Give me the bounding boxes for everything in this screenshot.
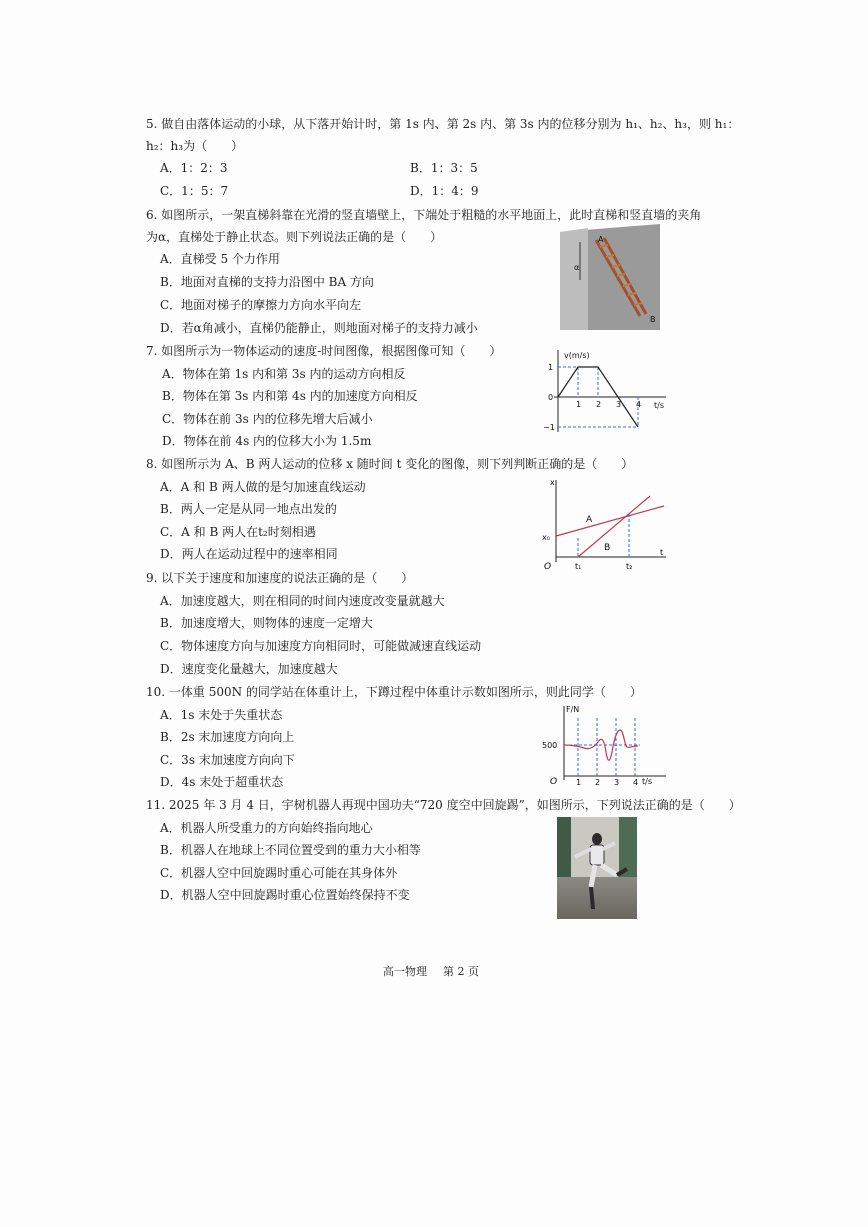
vt-ytick-neg1: −1 [543, 423, 555, 432]
q8-stem: 8. 如图所示为 A、B 两人运动的位移 x 随时间 t 变化的图像，则下列判断正确的是（ ） [146, 457, 634, 471]
q8-option-a: A．A 和 B 两人做的是匀加速直线运动 [160, 480, 366, 494]
xt-graph [540, 476, 670, 574]
q8-option-d: D．两人在运动过程中的速率相同 [160, 547, 338, 561]
q5-stem-line2: h₂：h₃为（ ） [146, 139, 244, 153]
q6-option-a: A．直梯受 5 个力作用 [160, 252, 280, 266]
q6-option-d: D．若α角减小，直梯仍能静止，则地面对梯子的支持力减小 [160, 321, 478, 335]
q7-stem: 7. 如图所示为一物体运动的速度-时间图像，根据图像可知（ ） [146, 344, 502, 358]
wall-surface [560, 228, 588, 330]
q6-option-b: B．地面对直梯的支持力沿图中 BA 方向 [160, 275, 374, 289]
q6-stem-line1: 6. 如图所示，一架直梯斜靠在光滑的竖直墙壁上，下端处于粗糙的水平地面上，此时直梯和竖直墙的夹角 [146, 208, 702, 222]
vt-ylabel: v(m/s) [564, 351, 590, 360]
vt-ytick-0: 0 [548, 393, 554, 402]
photo-floor [557, 877, 637, 919]
q9-option-a: A．加速度越大，则在相同的时间内速度改变量就越大 [160, 594, 445, 608]
vt-xtick-label: 1 [576, 400, 582, 409]
q10-stem: 10. 一体重 500N 的同学站在体重计上，下蹲过程中体重计示数如图所示，则此同学（ ） [146, 685, 642, 699]
q11-stem: 11. 2025 年 3 月 4 日，宇树机器人再现中国功夫“720 度空中回旋踢”，如图所示，下列说法正确的是（ ） [146, 798, 741, 812]
xt-xlabel: t [660, 548, 664, 557]
vt-ytick-1: 1 [548, 363, 554, 372]
ft-xtick-1: 1 [576, 778, 582, 786]
q7-option-b: B．物体在第 3s 内和第 4s 内的加速度方向相反 [162, 389, 418, 403]
q5-option-b: B．1：3：5 [410, 161, 478, 175]
xt-t1-label: t₁ [575, 562, 582, 571]
robot-photo [557, 817, 637, 919]
ft-ytick-500: 500 [542, 741, 558, 750]
point-a-label: A [598, 235, 604, 244]
xt-t2-label: t₂ [626, 562, 633, 571]
q10-option-b: B．2s 末加速度方向向上 [160, 730, 295, 744]
vt-xtick-label: 4 [636, 400, 642, 409]
xt-series-b-label: B [604, 543, 611, 553]
q10-option-a: A．1s 末处于失重状态 [160, 708, 283, 722]
q10-option-c: C．3s 末加速度方向向下 [160, 753, 295, 767]
photo-window-left [557, 817, 571, 877]
q7-option-c: C．物体在前 3s 内的位移先增大后减小 [162, 412, 373, 426]
q9-stem: 9. 以下关于速度和加速度的说法正确的是（ ） [146, 571, 414, 585]
ft-xtick-2: 2 [595, 778, 601, 786]
footer-page-number: 第 2 页 [443, 965, 479, 978]
q9-option-b: B．加速度增大，则物体的速度一定增大 [160, 616, 373, 630]
vt-xtick-label: 3 [616, 400, 622, 409]
q8-option-c: C．A 和 B 两人在t₂时刻相遇 [160, 525, 316, 539]
q11-option-c: C．机器人空中回旋踢时重心可能在其身体外 [160, 866, 398, 880]
xt-ylabel: x [550, 478, 555, 487]
q11-option-b: B．机器人在地球上不同位置受到的重力大小相等 [160, 843, 421, 857]
vt-graph [540, 346, 670, 436]
q7-option-a: A．物体在第 1s 内和第 3s 内的运动方向相反 [162, 367, 406, 381]
photo-window-right [619, 817, 637, 877]
point-b-label: B [650, 315, 656, 324]
vt-xtick-label: 2 [596, 400, 602, 409]
ft-graph [540, 700, 670, 786]
vt-xlabel: t/s [654, 401, 664, 410]
xt-line-a [556, 506, 664, 536]
ft-xtick-3: 3 [614, 778, 620, 786]
q7-option-d: D．物体在前 4s 内的位移大小为 1.5m [162, 434, 372, 448]
footer-subject: 高一物理 [383, 965, 427, 978]
ft-xtick-4: 4 [633, 778, 639, 786]
ladder-figure [560, 224, 660, 330]
q5-option-d: D．1：4：9 [410, 184, 479, 198]
q6-stem-line2: 为α，直梯处于静止状态。则下列说法正确的是（ ） [146, 230, 443, 244]
q11-option-d: D．机器人空中回旋踢时重心位置始终保持不变 [160, 888, 410, 902]
xt-origin-label: O [544, 562, 552, 572]
q5-option-a: A．1：2：3 [160, 161, 228, 175]
q6-option-c: C．地面对梯子的摩擦力方向水平向左 [160, 298, 362, 312]
alpha-label: α [574, 263, 580, 272]
ft-ylabel: F/N [566, 705, 580, 714]
ft-origin-label: O [550, 777, 558, 786]
q5-option-c: C．1：5：7 [160, 184, 229, 198]
q10-option-d: D．4s 末处于超重状态 [160, 775, 284, 789]
q9-option-c: C．物体速度方向与加速度方向相同时，可能做减速直线运动 [160, 639, 482, 653]
xt-series-a-label: A [586, 515, 593, 525]
q5-stem-line1: 5. 做自由落体运动的小球，从下落开始计时，第 1s 内、第 2s 内、第 3s 内的位移分别为 h₁、h₂、h₃，则 h₁： [146, 117, 740, 131]
q9-option-d: D．速度变化量越大，加速度越大 [160, 662, 338, 676]
xt-x0-label: x₀ [542, 533, 550, 542]
q11-option-a: A．机器人所受重力的方向始终指向地心 [160, 821, 373, 835]
q8-option-b: B．两人一定是从同一地点出发的 [160, 502, 337, 516]
ft-xlabel: t/s [642, 777, 652, 786]
